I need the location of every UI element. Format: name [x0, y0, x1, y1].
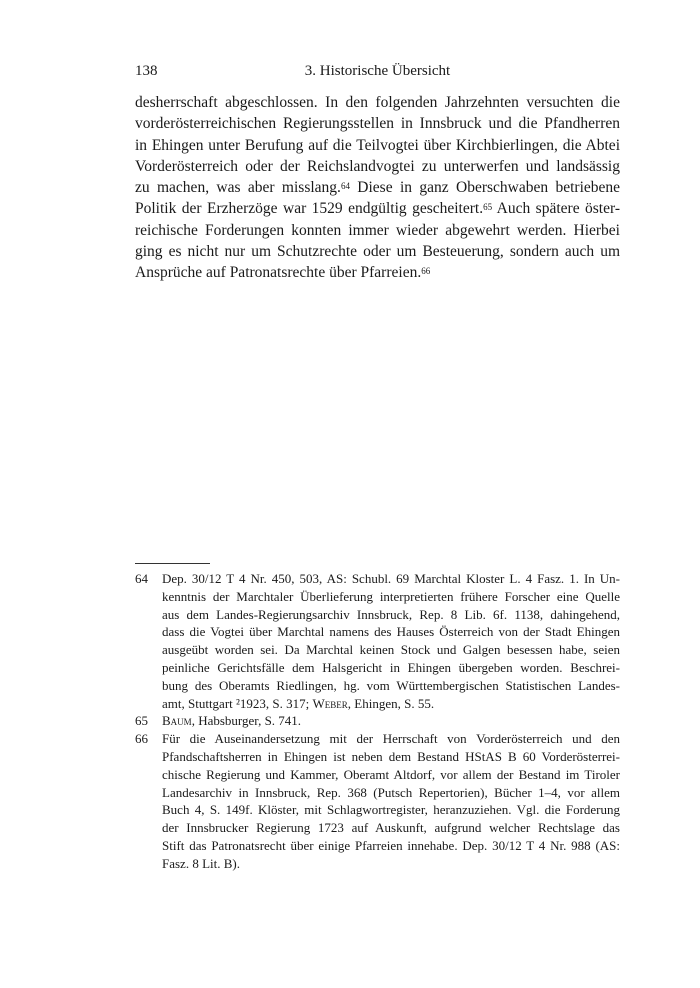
footnote-line: Fasz. 8 Lit. B). — [162, 855, 240, 871]
running-header — [135, 63, 620, 83]
footnote-line: Buch 4, S. 149f. Klöster, mit Schlagwortregister, heranzuziehen. Vgl. die Forderung — [162, 802, 620, 818]
page-number: 138 — [135, 63, 158, 79]
footnote-65 — [135, 712, 620, 730]
footnote-number: 65 — [135, 713, 148, 729]
body-text-span: Politik der Erzherzöge war 1529 endgültig gescheitert. — [135, 200, 484, 218]
running-title: 3. Historische Übersicht — [304, 63, 451, 79]
footnotes — [135, 570, 620, 873]
body-line — [135, 177, 620, 198]
footnote-line — [162, 712, 620, 730]
footnote-line: peinliche Gerichtsfälle dem Halsgericht in Ehingen übergeben worden. Beschrei- — [162, 659, 620, 675]
body-text-span: zu machen, was aber misslang. — [135, 179, 341, 197]
body-text-span: Ansprüche auf Patronatsrechte über Pfarreien. — [135, 264, 422, 282]
footnote-line: Pfandschaftsherren in Ehingen ist neben dem Bestand HStAS B 60 Vorderösterrei- — [162, 748, 620, 764]
author-name: Baum — [162, 713, 192, 729]
footnote-line: dass die Vogtei über Marchtal namens des Hauses Österreich von der Stadt Ehingen — [162, 624, 620, 640]
footnote-line: Landesarchiv in Innsbruck, Rep. 368 (Putsch Repertorien), Bücher 1–4, vor allem — [162, 784, 620, 800]
footnote-line: der Innsbrucker Regierung 1723 auf Auskunft, aufgrund welcher Rechtslage das — [162, 820, 620, 836]
footnote-text-span: , Ehingen, S. 55. — [347, 695, 435, 711]
body-text-span: Auch spätere öster- — [492, 200, 620, 218]
footnote-number: 64 — [135, 571, 148, 586]
body-line: Vorderösterreich oder der Reichslandvogtei zu unterwerfen und landsässig — [135, 157, 620, 175]
body-text-span: Diese in ganz Oberschwaben betriebene — [349, 179, 621, 197]
body-line: in Ehingen unter Berufung auf die Teilvogtei über Kirchbierlingen, die Abtei — [135, 136, 620, 154]
footnote-line: Stift das Patronatsrecht über einige Pfarreien innehabe. Dep. 30/12 T 4 Nr. 988 (AS: — [162, 837, 620, 853]
footnote-divider — [135, 563, 210, 564]
footnote-line: chische Regierung und Kammer, Oberamt Altdorf, vor allem der Bestand im Tiroler — [162, 766, 620, 782]
footnote-line: aus dem Landes-Regierungsarchiv Innsbruck, Rep. 8 Lib. 6f. 1138, dahingehend, — [162, 606, 620, 622]
author-name: Weber — [312, 695, 348, 711]
footnote-ref-65[interactable]: 65 — [483, 202, 493, 213]
body-line: reichische Forderungen konnten immer wieder abgewehrt werden. Hierbei — [135, 221, 620, 239]
footnote-line: Für die Auseinandersetzung mit der Herrschaft von Vorderösterreich und den — [162, 731, 620, 747]
footnote-ref-66[interactable]: 66 — [421, 266, 431, 277]
footnote-line: Dep. 30/12 T 4 Nr. 450, 503, AS: Schubl. 69 Marchtal Kloster L. 4 Fasz. 1. In Un- — [162, 571, 620, 586]
footnote-text-span: amt, Stuttgart ²1923, S. 317; — [162, 695, 313, 711]
body-line: desherrschaft abgeschlossen. In den folgenden Jahrzehnten versuchten die — [135, 94, 620, 111]
body-line — [135, 262, 620, 283]
footnote-line: bung des Oberamts Riedlingen, hg. vom Württembergischen Statistischen Landes- — [162, 677, 620, 693]
body-line: ging es nicht nur um Schutzrechte oder um Besteuerung, sondern auch um — [135, 243, 620, 261]
body-line — [135, 198, 620, 219]
body-line: vorderösterreichischen Regierungsstellen in Innsbruck und die Pfandherren — [135, 115, 620, 133]
body-paragraph — [135, 92, 620, 284]
footnote-64 — [135, 570, 620, 712]
footnote-ref-64[interactable]: 64 — [340, 181, 350, 192]
footnote-line — [162, 695, 620, 713]
footnote-text-span: , Habsburger, S. 741. — [191, 713, 302, 729]
footnote-line: kenntnis der Marchtaler Überlieferung interpretierten frühere Forscher eine Quelle — [162, 588, 620, 604]
footnote-line: ausgeübt worden sei. Da Marchtal keinen Stock und Galgen besessen habe, seien — [162, 642, 620, 658]
footnote-number: 66 — [135, 731, 148, 747]
footnote-66 — [135, 730, 620, 872]
